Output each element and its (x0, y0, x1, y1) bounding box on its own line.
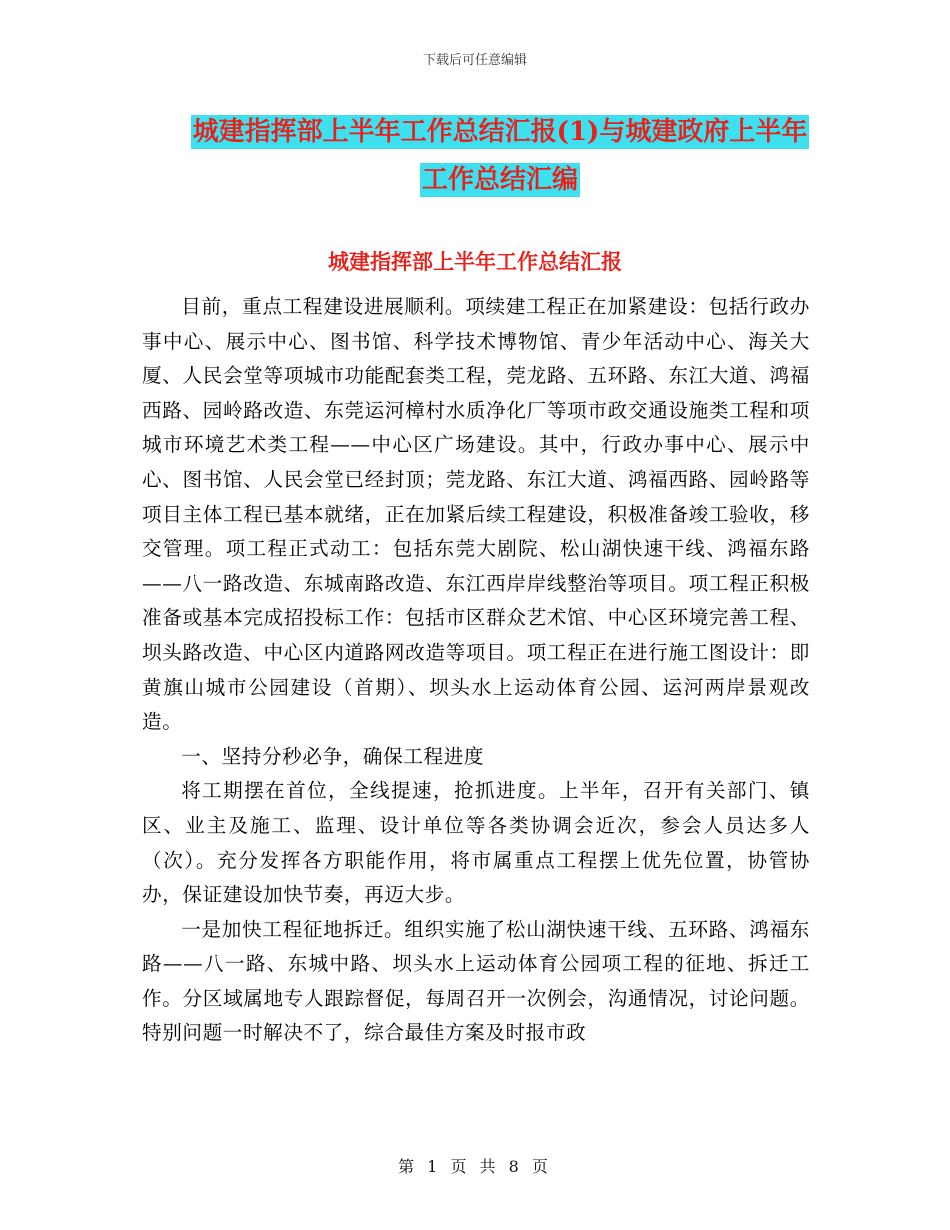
page-header-note: 下载后可任意编辑 (422, 53, 527, 68)
document-title (140, 108, 860, 204)
body-paragraph: 一、坚持分秒必争，确保工程进度 (181, 744, 485, 768)
body-paragraph: 一是加快工程征地拆迁。组织实施了松山湖快速干线、五环路、鸿福东路——八一路、东城中路、坝头水上运动体育公园项工程的征地、拆迁工作。分区域属地专人跟踪督促，每周召开一次例会，沟通情况，讨论问题。特别问题一时解决不了，综合最佳方案及时报市政 (142, 917, 810, 1045)
section-title: 城建指挥部上半年工作总结汇报 (328, 249, 622, 274)
document-body (142, 290, 810, 1051)
document-title-line-1: 城建指挥部上半年工作总结汇报(1)与城建政府上半年 (192, 117, 808, 147)
body-paragraph: 目前，重点工程建设进展顺利。项续建工程正在加紧建设：包括行政办事中心、展示中心、图书馆、科学技术博物馆、青少年活动中心、海关大厦、人民会堂等项城市功能配套类工程，莞龙路、五环路、东江大道、鸿福西路、园岭路改造、东莞运河樟村水质净化厂等项市政交通设施类工程和项城市环境艺术类工程——中心区广场建设。其中，行政办事中心、展示中心、图书馆、人民会堂已经封顶；莞龙路、东江大道、鸿福西路、园岭路等项目主体工程已基本就绪，正在加紧后续工程建设，积极准备竣工验收，移交管理。项工程正式动工：包括东莞大剧院、松山湖快速干线、鸿福东路——八一路改造、东城南路改造、东江西岸岸线整治等项目。项工程正积极准备或基本完成招投标工作：包括市区群众艺术馆、中心区环境完善工程、坝头路改造、中心区内道路网改造等项目。项工程正在进行施工图设计：即黄旗山城市公园建设（首期）、坝头水上运动体育公园、运河两岸景观改造。 (142, 295, 810, 734)
body-paragraph: 将工期摆在首位，全线提速，抢抓进度。上半年，召开有关部门、镇区、业主及施工、监理、设计单位等各类协调会近次，参会人员达多人（次）。充分发挥各方职能作用，将市属重点工程摆上优先位置，协管协办，保证建设加快节奏，再迈大步。 (142, 779, 810, 907)
page-number: 第 1 页 共 8 页 (398, 1157, 552, 1176)
document-title-line-2: 工作总结汇编 (421, 165, 578, 195)
